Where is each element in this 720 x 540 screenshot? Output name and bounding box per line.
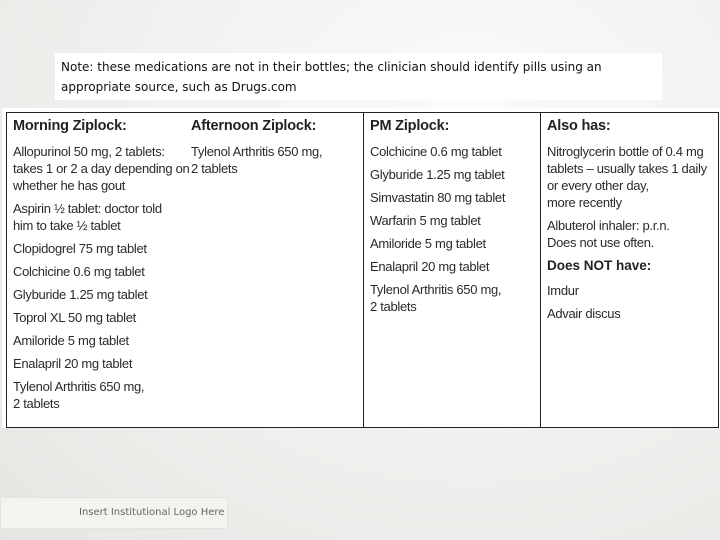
pm-item: Colchicine 0.6 mg tablet — [370, 144, 502, 159]
medication-table-panel — [2, 108, 720, 428]
note-text: Note: these medications are not in their bottles; the clinician should identify pills using an appropriate source, such as Drugs.com — [61, 60, 602, 94]
institutional-logo-placeholder — [0, 497, 228, 529]
afternoon-ziplock-column — [191, 117, 358, 418]
morning-item: Aspirin ½ tablet: doctor told him to take ½ tablet — [13, 201, 162, 233]
afternoon-ziplock-header: Afternoon Ziplock: — [191, 118, 317, 134]
pm-ziplock-header: PM Ziplock: — [370, 118, 450, 134]
morning-ziplock-column — [13, 117, 191, 418]
pm-item: Tylenol Arthritis 650 mg, 2 tablets — [370, 282, 502, 314]
note-box — [55, 53, 662, 100]
also-has-item: Nitroglycerin bottle of 0.4 mg tablets – usually takes 1 daily or every other day, more recently — [547, 144, 707, 210]
morning-ziplock-header: Morning Ziplock: — [13, 118, 127, 134]
pm-ziplock-column — [364, 113, 541, 427]
also-has-item: Albuterol inhaler: p.r.n. Does not use often. — [547, 218, 670, 250]
morning-item: Allopurinol 50 mg, 2 tablets: takes 1 or 2 a day depending on whether he has gout — [13, 144, 190, 193]
pm-item: Warfarin 5 mg tablet — [370, 213, 481, 228]
afternoon-item: Tylenol Arthritis 650 mg, 2 tablets — [191, 144, 323, 176]
also-has-header: Also has: — [547, 118, 611, 134]
logo-text: Insert Institutional Logo Here — [79, 507, 225, 518]
does-not-have-header: Does NOT have: — [547, 258, 652, 273]
morning-item: Enalapril 20 mg tablet — [13, 356, 133, 371]
morning-item: Amiloride 5 mg tablet — [13, 333, 129, 348]
morning-item: Glyburide 1.25 mg tablet — [13, 287, 148, 302]
does-not-have-item: Advair discus — [547, 306, 621, 321]
also-has-column — [541, 113, 718, 427]
morning-item: Colchicine 0.6 mg tablet — [13, 264, 145, 279]
column-morning-afternoon — [7, 113, 364, 427]
pm-item: Amiloride 5 mg tablet — [370, 236, 486, 251]
morning-item: Clopidogrel 75 mg tablet — [13, 241, 147, 256]
pm-item: Enalapril 20 mg tablet — [370, 259, 490, 274]
medication-table — [6, 112, 719, 428]
pm-item: Glyburide 1.25 mg tablet — [370, 167, 505, 182]
pm-item: Simvastatin 80 mg tablet — [370, 190, 506, 205]
does-not-have-item: Imdur — [547, 283, 579, 298]
morning-item: Tylenol Arthritis 650 mg, 2 tablets — [13, 379, 145, 411]
morning-item: Toprol XL 50 mg tablet — [13, 310, 136, 325]
